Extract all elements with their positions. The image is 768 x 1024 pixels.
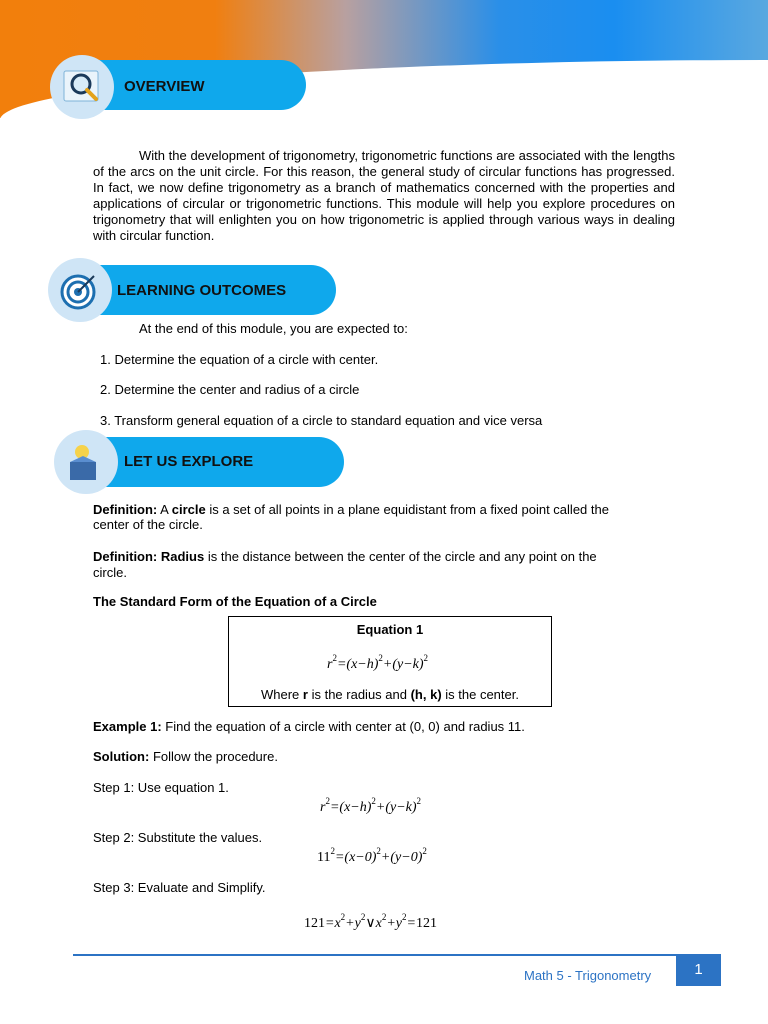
example-1: Example 1: Find the equation of a circle with center at (0, 0) and radius 11. [93,719,525,734]
footer-course-name: Math 5 - Trigonometry [524,968,652,983]
step-3: Step 3: Evaluate and Simplify. [93,880,266,895]
definition-radius-line1: Definition: Radius is the distance between the center of the circle and any point on the [93,549,597,564]
page-number: 1 [676,954,721,986]
step-1: Step 1: Use equation 1. [93,780,229,795]
step-2-formula: $11^2=(x-0)^2+(y-0)^2$ [317,846,427,865]
equation-1-formula: $r^2=(x-h)^2+(y-k)^2$ [327,653,429,672]
standard-form-title: The Standard Form of the Equation of a Circle [93,594,377,609]
lightbulb-box-icon [54,430,118,494]
outcome-item: 1. Determine the equation of a circle with center. [100,352,379,367]
definition-radius-line2: circle. [93,565,127,580]
outcome-item: 3. Transform general equation of a circle to standard equation and vice versa [100,413,543,428]
outcome-item: 2. Determine the center and radius of a circle [100,382,360,397]
target-icon [48,258,112,322]
step-3-formula: $121=x^2+y^2\vee x^2+y^2=121$ [304,912,437,931]
equation-box [228,616,552,707]
magnifier-icon [50,55,114,119]
equation-box-title: Equation 1 [356,622,424,637]
outcomes-intro: At the end of this module, you are expected to: [139,321,408,336]
step-1-formula: $r^2=(x-h)^2+(y-k)^2$ [320,796,422,815]
definition-circle-line1: Definition: A circle is a set of all points in a plane equidistant from a fixed point called the [93,502,609,517]
overview-paragraph: With the development of trigonometry, trigonometric functions are associated with the lengths of the arcs on the unit circle. For this reason, the general study of circular functions has progressed. In fact, we now define trigonometry as a branch of mathematics concerned with the properties and applications of circular or trigonometric functions. This module will help you explore procedures on trigonometry that will enlighten you on how trigonometric is applied through various ways in dealing with circular function. [93,148,675,243]
definition-circle-line2: center of the circle. [93,517,203,532]
step-2: Step 2: Substitute the values. [93,830,263,845]
footer-rule [73,954,721,956]
learning-outcomes-title: LEARNING OUTCOMES [117,282,287,299]
explore-title: LET US EXPLORE [124,453,254,470]
overview-title: OVERVIEW [124,78,205,95]
solution-line: Solution: Follow the procedure. [93,749,278,764]
equation-box-caption: Where r is the radius and (h, k) is the center. [261,687,519,702]
